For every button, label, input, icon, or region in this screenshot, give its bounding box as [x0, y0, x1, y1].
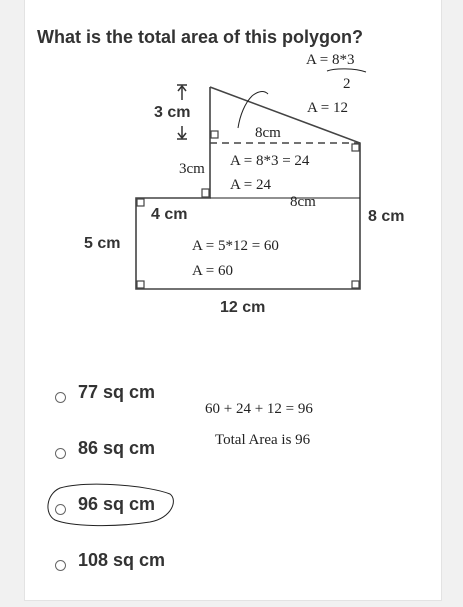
work-sum: 60 + 24 + 12 = 96 — [205, 401, 313, 417]
right-angle-marker — [202, 189, 209, 197]
option-label: 86 sq cm — [78, 438, 156, 458]
dimension-label: 5 cm — [84, 235, 121, 252]
radio-button[interactable] — [55, 392, 66, 403]
annotation: 8cm — [255, 125, 281, 141]
radio-button[interactable] — [55, 560, 66, 571]
annotation: A = 60 — [192, 263, 233, 279]
option-label: 77 sq cm — [78, 382, 156, 402]
radio-button[interactable] — [55, 448, 66, 459]
annotation: A = 8*3 = 24 — [230, 153, 310, 169]
radio-button[interactable] — [55, 504, 66, 515]
annotation: A = 5*12 = 60 — [192, 238, 279, 254]
answer-option-2[interactable] — [48, 438, 208, 468]
right-angle-marker — [137, 281, 144, 288]
annotation: 2 — [343, 76, 351, 92]
right-angle-marker — [352, 281, 359, 288]
annotation: A = 24 — [230, 177, 271, 193]
dimension-label: 8 cm — [368, 208, 405, 225]
hand-drawn-height — [238, 92, 268, 128]
answer-option-1[interactable] — [48, 382, 208, 412]
answer-option-4[interactable] — [48, 550, 208, 580]
right-angle-marker — [211, 131, 218, 138]
dimension-label: 3 cm — [154, 104, 191, 121]
annotation: A = 8*3 — [306, 52, 355, 68]
option-label: 108 sq cm — [78, 550, 166, 570]
dimension-label: 4 cm — [151, 206, 188, 223]
work-total: Total Area is 96 — [215, 432, 311, 448]
right-angle-marker — [352, 144, 359, 151]
question-title: What is the total area of this polygon? — [37, 27, 364, 47]
answer-option-3[interactable] — [48, 494, 208, 524]
annotation: 3cm — [179, 161, 205, 177]
fraction-bar — [327, 69, 366, 72]
annotation: 8cm — [290, 194, 316, 210]
dimension-label: 12 cm — [220, 299, 266, 316]
option-label: 96 sq cm — [78, 494, 156, 514]
annotation: A = 12 — [307, 100, 348, 116]
right-angle-marker — [137, 199, 144, 206]
